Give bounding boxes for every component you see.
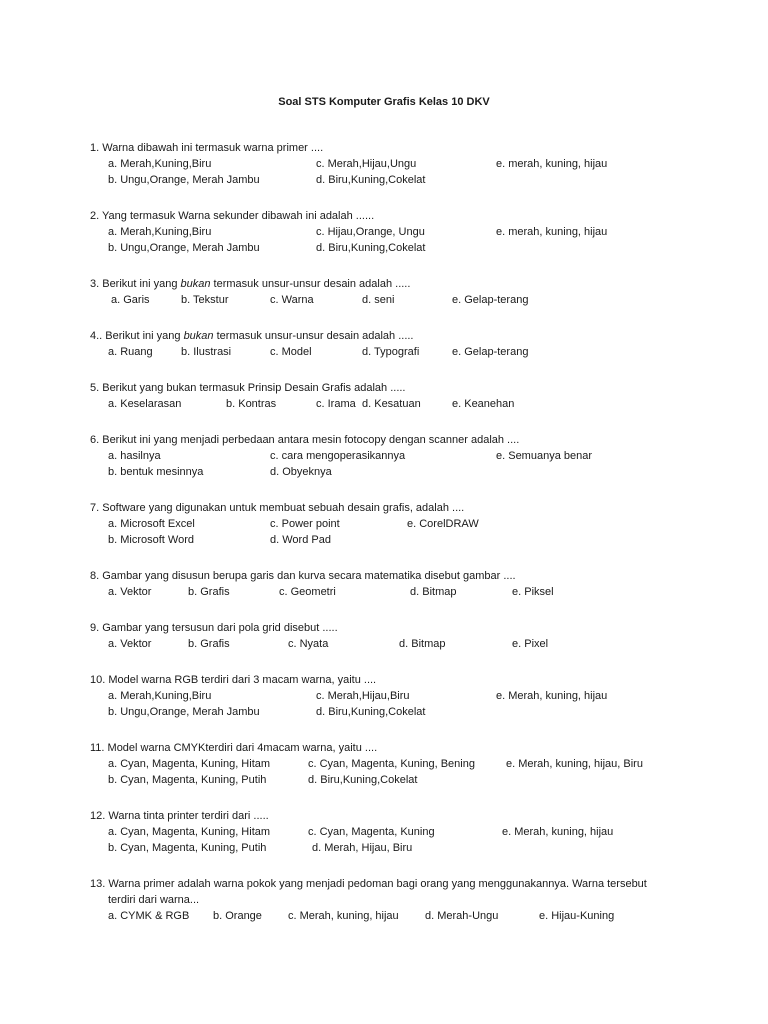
option-e: e. Semuanya benar — [496, 450, 593, 462]
option-e: e. merah, kuning, hijau — [496, 158, 608, 170]
option-a: a. Merah,Kuning,Biru — [108, 158, 212, 170]
options-row-1 — [90, 516, 710, 532]
option-c: c. Nyata — [288, 638, 329, 650]
question-text — [90, 276, 710, 292]
question-text — [90, 328, 710, 344]
page-title: Soal STS Komputer Grafis Kelas 10 DKV — [278, 96, 490, 108]
question-13 — [90, 876, 710, 924]
question-7 — [90, 500, 710, 548]
option-e: e. Pixel — [512, 638, 549, 650]
options-row-1 — [90, 396, 710, 412]
option-b: b. Kontras — [226, 398, 277, 410]
option-d: d. Obyeknya — [270, 466, 332, 478]
option-e: e. CorelDRAW — [407, 518, 479, 530]
option-b: b. Cyan, Magenta, Kuning, Putih — [108, 774, 267, 786]
options-row-2 — [90, 772, 710, 788]
option-c: c. Model — [270, 346, 312, 358]
option-b: b. Ilustrasi — [181, 346, 232, 358]
option-a: a. Garis — [111, 294, 150, 306]
question-text-part: 4.. Berikut ini yang — [90, 330, 184, 342]
option-d: d. seni — [362, 294, 395, 306]
question-11 — [90, 740, 710, 788]
option-a: a. Merah,Kuning,Biru — [108, 690, 212, 702]
options-row-1 — [90, 448, 710, 464]
option-b: b. Microsoft Word — [108, 534, 194, 546]
option-e: e. Merah, kuning, hijau, Biru — [506, 758, 643, 770]
options-row-2 — [90, 704, 710, 720]
option-e: e. Gelap-terang — [452, 346, 529, 358]
option-c: c. cara mengoperasikannya — [270, 450, 406, 462]
question-4 — [90, 328, 710, 360]
options-row-2 — [90, 172, 710, 188]
option-c: c. Warna — [270, 294, 314, 306]
options-row-1 — [90, 688, 710, 704]
option-e: e. merah, kuning, hijau — [496, 226, 608, 238]
question-text-part: termasuk unsur-unsur desain adalah ..... — [213, 330, 414, 342]
question-text: 9. Gambar yang tersusun dari pola grid disebut ..... — [90, 622, 338, 634]
option-b: b. Ungu,Orange, Merah Jambu — [108, 706, 260, 718]
options-row-2 — [90, 464, 710, 480]
option-a: a. Cyan, Magenta, Kuning, Hitam — [108, 758, 271, 770]
question-1 — [90, 140, 710, 188]
question-text: 1. Warna dibawah ini termasuk warna primer .... — [90, 142, 324, 154]
option-a: a. Vektor — [108, 638, 152, 650]
option-e: e. Merah, kuning, hijau — [502, 826, 614, 838]
option-b: b. Orange — [213, 910, 262, 922]
question-text: 11. Model warna CMYKterdiri dari 4macam warna, yaitu .... — [90, 742, 378, 754]
option-c: c. Irama — [316, 398, 356, 410]
option-a: a. CYMK & RGB — [108, 910, 190, 922]
option-a: a. hasilnya — [108, 450, 161, 462]
option-b: b. Cyan, Magenta, Kuning, Putih — [108, 842, 267, 854]
question-5 — [90, 380, 710, 412]
options-row-1 — [90, 636, 710, 652]
question-text-continued: terdiri dari warna... — [108, 894, 200, 906]
option-c: c. Geometri — [279, 586, 336, 598]
option-b: b. Tekstur — [181, 294, 229, 306]
question-text: 2. Yang termasuk Warna sekunder dibawah ini adalah ...... — [90, 210, 375, 222]
option-c: c. Hijau,Orange, Ungu — [316, 226, 425, 238]
question-text: 13. Warna primer adalah warna pokok yang menjadi pedoman bagi orang yang menggunakannya. Warna tersebut — [90, 878, 647, 890]
option-a: a. Microsoft Excel — [108, 518, 195, 530]
options-row-1 — [90, 908, 710, 924]
option-c: c. Merah, kuning, hijau — [288, 910, 399, 922]
question-text: 12. Warna tinta printer terdiri dari ..... — [90, 810, 269, 822]
option-b: b. Ungu,Orange, Merah Jambu — [108, 242, 260, 254]
options-row-1 — [90, 756, 710, 772]
option-d: d. Kesatuan — [362, 398, 421, 410]
question-3 — [90, 276, 710, 308]
options-row-1 — [90, 584, 710, 600]
question-text: 5. Berikut yang bukan termasuk Prinsip Desain Grafis adalah ..... — [90, 382, 406, 394]
options-row-1 — [90, 824, 710, 840]
option-a: a. Merah,Kuning,Biru — [108, 226, 212, 238]
option-a: a. Keselarasan — [108, 398, 182, 410]
option-c: c. Cyan, Magenta, Kuning, Bening — [308, 758, 475, 770]
option-d: d. Merah, Hijau, Biru — [312, 842, 413, 854]
option-d: d. Typografi — [362, 346, 420, 358]
option-d: d. Biru,Kuning,Cokelat — [316, 174, 426, 186]
options-row-1 — [90, 156, 710, 172]
question-text: 6. Berikut ini yang menjadi perbedaan antara mesin fotocopy dengan scanner adalah .... — [90, 434, 520, 446]
options-row-2 — [90, 840, 710, 856]
options-row-1 — [90, 224, 710, 240]
option-d: d. Biru,Kuning,Cokelat — [308, 774, 418, 786]
option-c: c. Power point — [270, 518, 340, 530]
option-e: e. Keanehan — [452, 398, 515, 410]
option-e: e. Piksel — [512, 586, 554, 598]
option-e: e. Gelap-terang — [452, 294, 529, 306]
question-text-emphasis: bukan — [180, 278, 211, 290]
question-8 — [90, 568, 710, 600]
question-text: 7. Software yang digunakan untuk membuat sebuah desain grafis, adalah .... — [90, 502, 465, 514]
option-d: d. Biru,Kuning,Cokelat — [316, 242, 426, 254]
option-a: a. Ruang — [108, 346, 153, 358]
option-b: b. Grafis — [188, 638, 230, 650]
option-a: a. Vektor — [108, 586, 152, 598]
option-a: a. Cyan, Magenta, Kuning, Hitam — [108, 826, 271, 838]
question-text: 10. Model warna RGB terdiri dari 3 macam warna, yaitu .... — [90, 674, 377, 686]
option-d: d. Merah-Ungu — [425, 910, 499, 922]
option-c: c. Cyan, Magenta, Kuning — [308, 826, 435, 838]
option-d: d. Bitmap — [410, 586, 457, 598]
question-6 — [90, 432, 710, 480]
question-text-part: 3. Berikut ini yang — [90, 278, 181, 290]
options-row-1 — [90, 292, 710, 308]
question-2 — [90, 208, 710, 256]
question-9 — [90, 620, 710, 652]
options-row-2 — [90, 240, 710, 256]
option-b: b. Grafis — [188, 586, 230, 598]
option-b: b. Ungu,Orange, Merah Jambu — [108, 174, 260, 186]
options-row-2 — [90, 532, 710, 548]
option-e: e. Merah, kuning, hijau — [496, 690, 608, 702]
question-text-emphasis: bukan — [183, 330, 214, 342]
option-b: b. bentuk mesinnya — [108, 466, 204, 478]
option-c: c. Merah,Hijau,Ungu — [316, 158, 417, 170]
question-12 — [90, 808, 710, 856]
question-10 — [90, 672, 710, 720]
option-d: d. Biru,Kuning,Cokelat — [316, 706, 426, 718]
question-text: 8. Gambar yang disusun berupa garis dan kurva secara matematika disebut gambar .... — [90, 570, 516, 582]
option-d: d. Bitmap — [399, 638, 446, 650]
option-d: d. Word Pad — [270, 534, 331, 546]
question-text-part: termasuk unsur-unsur desain adalah ..... — [210, 278, 411, 290]
option-c: c. Merah,Hijau,Biru — [316, 690, 410, 702]
options-row-1 — [90, 344, 710, 360]
option-e: e. Hijau-Kuning — [539, 910, 615, 922]
